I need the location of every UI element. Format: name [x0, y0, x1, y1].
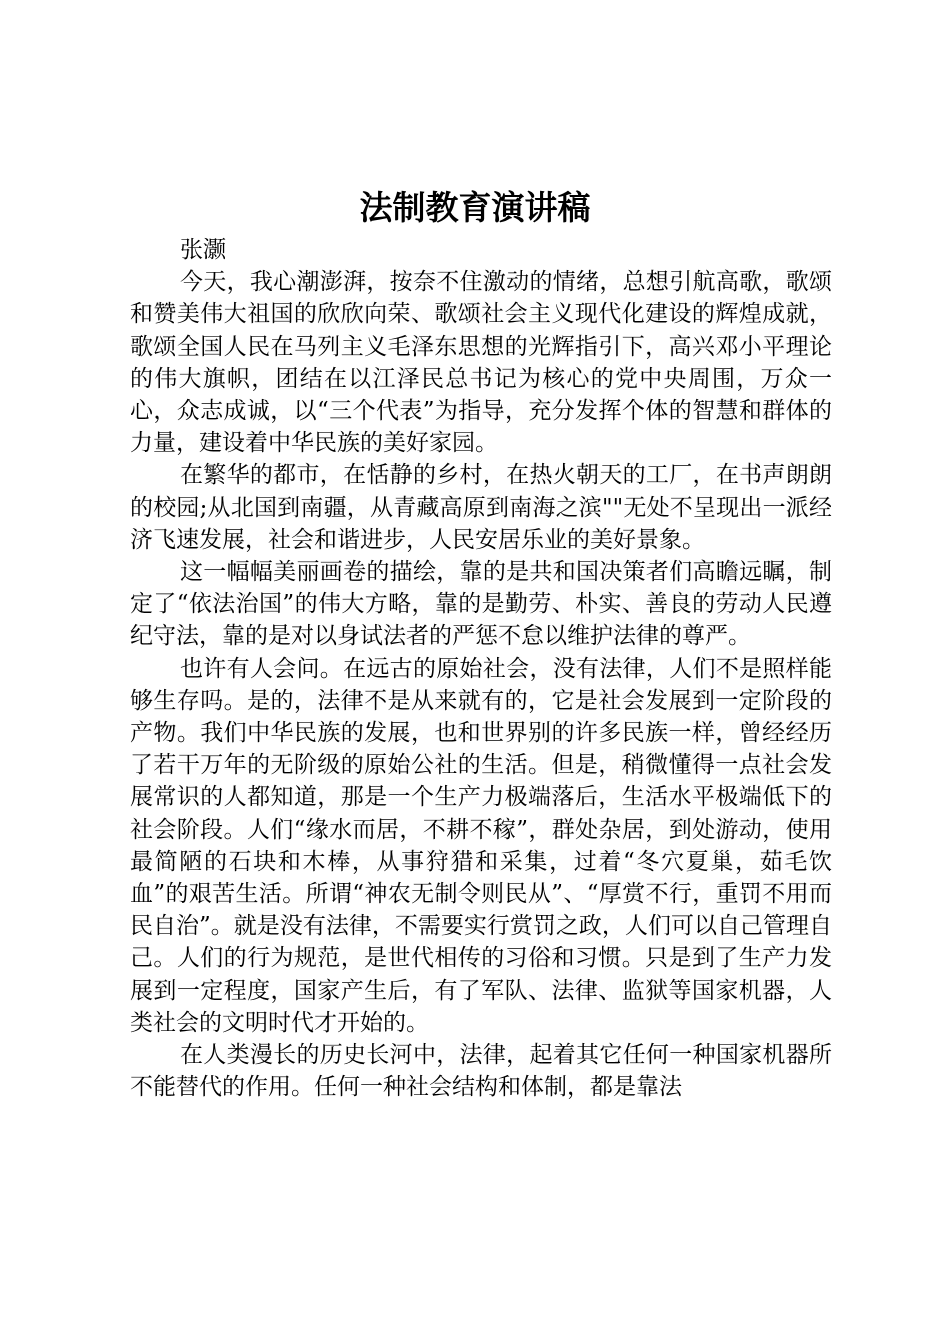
author-name: 张灏: [180, 237, 226, 263]
document-title: 法制教育演讲稿: [359, 188, 591, 227]
paragraph: 也许有人会问。在远古的原始社会，没有法律，人们不是照样能够生存吗。是的，法律不是从来就有的，它是社会发展到一定阶段的产物。我们中华民族的发展，也和世界别的许多民族一样，曾经经历了若干万年的无阶级的原始公社的生活。但是，稍微懂得一点社会发展常识的人都知道，那是一个生产力极端落后，生活水平极端低下的社会阶段。人们“缘水而居，不耕不稼”，群处杂居，到处游动，使用最简陋的石块和木棒，从事狩猎和采集，过着“冬穴夏巢，茹毛饮血”的艰苦生活。所谓“神农无制令则民从”、“厚赏不行，重罚不用而民自治”。就是没有法律，不需要实行赏罚之政，人们可以自己管理自己。人们的行为规范，是世代相传的习俗和习惯。只是到了生产力发展到一定程度，国家产生后，有了军队、法律、监狱等国家机器，人类社会的文明时代才开始的。: [130, 655, 832, 1036]
document-body: [130, 234, 832, 1103]
paragraph: 在人类漫长的历史长河中，法律，起着其它任何一种国家机器所不能替代的作用。任何一种社会结构和体制，都是靠法: [130, 1042, 832, 1101]
paragraph: 今天，我心潮澎湃，按奈不住激动的情绪，总想引航高歌，歌颂和赞美伟大祖国的欣欣向荣、歌颂社会主义现代化建设的辉煌成就，歌颂全国人民在马列主义毛泽东思想的光辉指引下，高兴邓小平理论的伟大旗帜，团结在以江泽民总书记为核心的党中央周围，万众一心，众志成诚，以“三个代表”为指导，充分发挥个体的智慧和群体的力量，建设着中华民族的美好家园。: [130, 269, 832, 457]
paragraph: 在繁华的都市，在恬静的乡村，在热火朝天的工厂，在书声朗朗的校园;从北国到南疆，从青藏高原到南海之滨""无处不呈现出一派经济飞速发展，社会和谐进步，人民安居乐业的美好景象。: [130, 462, 832, 553]
paragraph: 这一幅幅美丽画卷的描绘，靠的是共和国决策者们高瞻远瞩，制定了“依法治国”的伟大方略，靠的是勤劳、朴实、善良的劳动人民遵纪守法，靠的是对以身试法者的严惩不怠以维护法律的尊严。: [130, 559, 832, 650]
